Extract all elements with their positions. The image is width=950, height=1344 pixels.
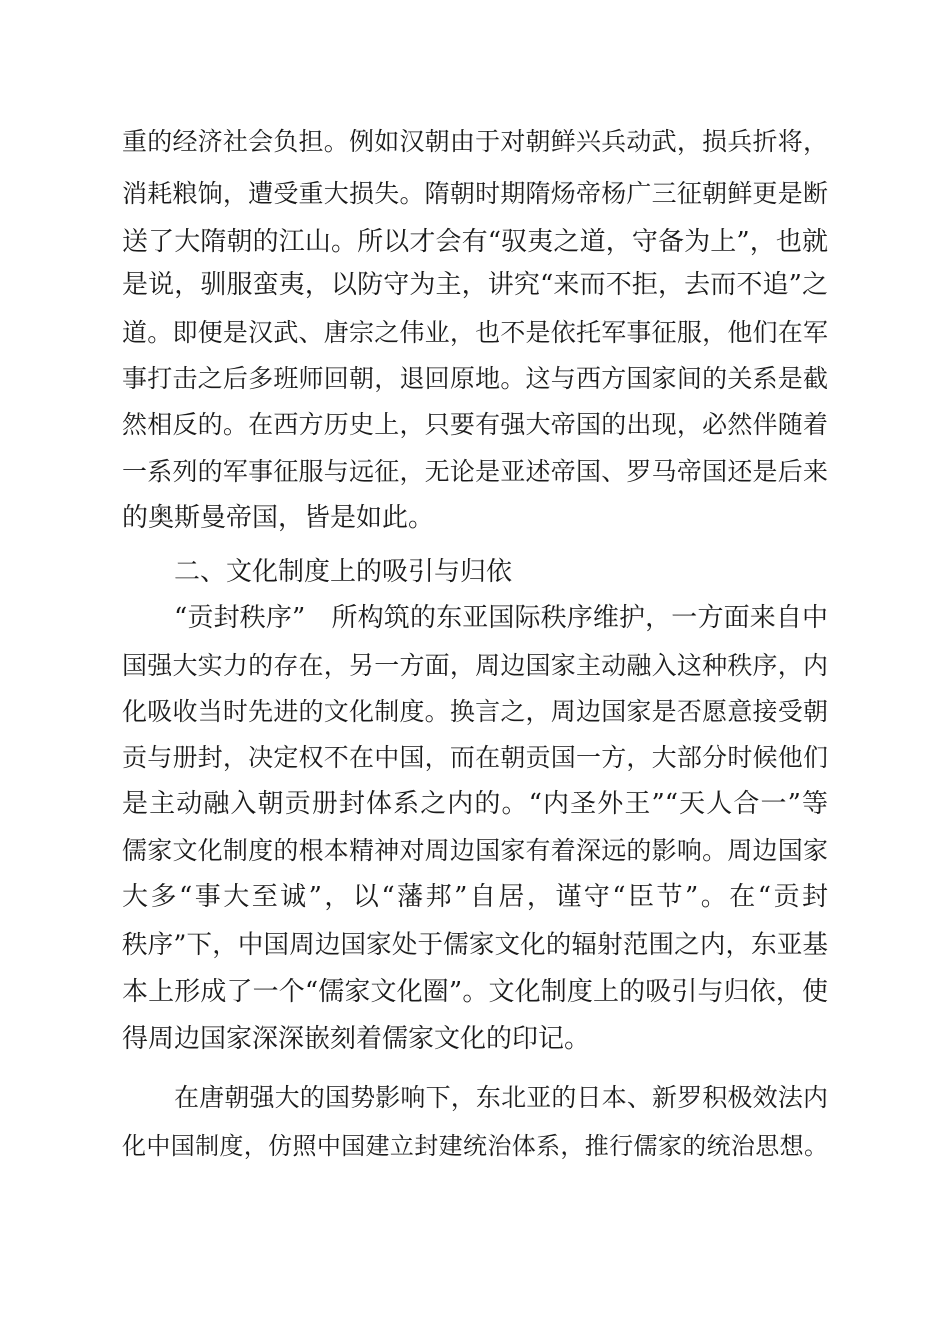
body-text-line: 一系列的军事征服与远征，无论是亚述帝国、罗马帝国还是后来	[122, 457, 828, 486]
body-text-line: 儒家文化制度的根本精神对周边国家有着深远的影响。周边国家	[122, 836, 828, 865]
body-text-line: 在唐朝强大的国势影响下，东北亚的日本、新罗积极效法内	[174, 1083, 828, 1112]
body-text-line: 本上形成了一个“儒家文化圈”。文化制度上的吸引与归依，使	[122, 977, 828, 1007]
body-text-line: “贡封秩序” 所构筑的东亚国际秩序维护，一方面来自中	[174, 603, 828, 633]
body-text-line: 消耗粮饷，遭受重大损失。隋朝时期隋炀帝杨广三征朝鲜更是断	[122, 179, 828, 208]
body-text-line: 得周边国家深深嵌刻着儒家文化的印记。	[122, 1024, 591, 1054]
body-text-line: 重的经济社会负担。例如汉朝由于对朝鲜兴兵动武，损兵折将，	[122, 127, 828, 156]
body-text-line: 化吸收当时先进的文化制度。换言之，周边国家是否愿意接受朝	[122, 697, 828, 726]
body-text-line: 是主动融入朝贡册封体系之内的。“内圣外王”“天人合一”等	[122, 789, 828, 819]
body-text-line: 送了大隋朝的江山。所以才会有“驭夷之道，守备为上”，也就	[122, 227, 828, 257]
body-text-line: 秩序”下，中国周边国家处于儒家文化的辐射范围之内，东亚基	[122, 930, 828, 960]
body-text-line: 事打击之后多班师回朝，退回原地。这与西方国家间的关系是截	[122, 364, 828, 393]
body-text-line: 大多“事大至诚”，以“藩邦”自居，谨守“臣节”。在“贡封	[122, 882, 828, 912]
body-text-line: 道。即便是汉武、唐宗之伟业，也不是依托军事征服，他们在军	[122, 318, 828, 347]
body-text-line: 的奥斯曼帝国，皆是如此。	[122, 503, 435, 533]
section-heading: 二、文化制度上的吸引与归依	[174, 557, 513, 587]
body-text-line: 贡与册封，决定权不在中国，而在朝贡国一方，大部分时候他们	[122, 743, 828, 772]
body-text-line: 然相反的。在西方历史上，只要有强大帝国的出现，必然伴随着	[122, 410, 828, 439]
body-text-line: 化中国制度，仿照中国建立封建统治体系，推行儒家的统治思想。	[122, 1132, 828, 1160]
body-text-line: 国强大实力的存在，另一方面，周边国家主动融入这种秩序，内	[122, 651, 828, 680]
body-text-line: 是说，驯服蛮夷，以防守为主，讲究“来而不拒，去而不追”之	[122, 270, 828, 300]
